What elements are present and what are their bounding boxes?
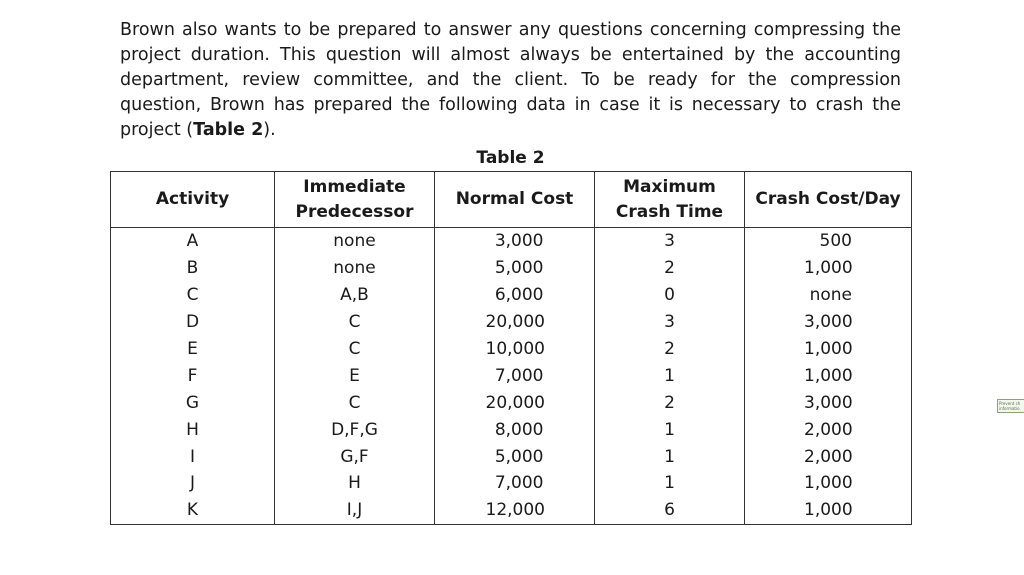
cell-normal-cost-value: 3,000 — [494, 231, 544, 252]
cell-activity: K — [111, 497, 275, 524]
intro-paragraph — [120, 18, 901, 143]
cell-predecessor: D,F,G — [275, 416, 435, 443]
table-row — [111, 389, 912, 416]
cell-normal-cost-value: 20,000 — [485, 392, 545, 413]
cell-crash-cost-value: 3,000 — [804, 312, 853, 333]
header-predecessor-line2: Predecessor — [295, 201, 414, 222]
cell-normal-cost — [435, 416, 595, 443]
table-row — [111, 228, 912, 255]
cell-predecessor: none — [275, 228, 435, 255]
cell-predecessor: C — [275, 389, 435, 416]
cell-crash-time: 3 — [595, 309, 745, 336]
cell-normal-cost-value: 10,000 — [485, 339, 545, 359]
cell-activity: H — [111, 416, 275, 443]
table-row — [111, 416, 912, 443]
side-note — [997, 399, 1024, 413]
side-note-line2: informatio — [999, 406, 1020, 411]
cell-crash-cost — [745, 336, 912, 363]
cell-crash-time: 3 — [595, 228, 745, 255]
table-reference: Table 2 — [193, 120, 264, 140]
cell-predecessor: E — [275, 362, 435, 389]
cell-normal-cost — [435, 470, 595, 497]
cell-crash-cost — [745, 282, 912, 309]
cell-normal-cost — [435, 336, 595, 363]
table-row — [111, 443, 912, 470]
cell-predecessor: A,B — [275, 282, 435, 309]
cell-crash-cost-value: 1,000 — [804, 473, 853, 494]
cell-predecessor: C — [275, 336, 435, 363]
header-predecessor-line1: Immediate — [303, 176, 406, 197]
cell-normal-cost-value: 7,000 — [494, 473, 544, 494]
cell-crash-time: 2 — [595, 336, 745, 363]
cell-crash-time: 6 — [595, 497, 745, 524]
table-body — [111, 228, 912, 525]
table-row — [111, 309, 912, 336]
cell-crash-cost — [745, 443, 912, 470]
cell-crash-time: 2 — [595, 389, 745, 416]
cell-normal-cost — [435, 443, 595, 470]
cell-activity: F — [111, 362, 275, 389]
cell-crash-cost-value: 1,000 — [804, 500, 853, 521]
cell-crash-cost — [745, 309, 912, 336]
cell-crash-cost — [745, 255, 912, 282]
cell-normal-cost — [435, 255, 595, 282]
header-activity: Activity — [111, 172, 275, 228]
header-crash-time-line2: Crash Time — [615, 201, 724, 222]
cell-crash-time: 2 — [595, 255, 745, 282]
table-row — [111, 470, 912, 497]
header-crash-time — [595, 172, 745, 228]
cell-crash-cost-value: 3,000 — [804, 392, 853, 413]
cell-crash-cost — [745, 362, 912, 389]
cell-activity: B — [111, 255, 275, 282]
paragraph-text-after: ). — [263, 120, 276, 140]
header-predecessor — [275, 172, 435, 228]
cell-crash-cost-value: 1,000 — [804, 258, 853, 279]
cell-normal-cost — [435, 228, 595, 255]
cell-activity: C — [111, 282, 275, 309]
table-row — [111, 497, 912, 524]
cell-crash-time: 1 — [595, 443, 745, 470]
cell-activity: G — [111, 389, 275, 416]
cell-crash-cost — [745, 389, 912, 416]
cell-crash-time: 0 — [595, 282, 745, 309]
cell-predecessor: G,F — [275, 443, 435, 470]
cell-normal-cost-value: 12,000 — [485, 500, 545, 521]
cell-normal-cost — [435, 389, 595, 416]
cell-crash-cost-value: 2,000 — [804, 419, 853, 440]
cell-predecessor: C — [275, 309, 435, 336]
cell-activity: A — [111, 228, 275, 255]
cell-crash-time: 1 — [595, 362, 745, 389]
cell-crash-cost-value: 500 — [819, 231, 852, 252]
table-row — [111, 362, 912, 389]
cell-normal-cost-value: 5,000 — [494, 446, 544, 467]
side-note-line1: Prevent ch — [999, 401, 1021, 406]
cell-normal-cost-value: 8,000 — [494, 419, 544, 440]
cell-predecessor: none — [275, 255, 435, 282]
cell-predecessor: I,J — [275, 497, 435, 524]
cell-normal-cost — [435, 362, 595, 389]
cell-normal-cost — [435, 497, 595, 524]
cell-predecessor: H — [275, 470, 435, 497]
header-crash-cost: Crash Cost/Day — [745, 172, 912, 228]
cell-activity: D — [111, 309, 275, 336]
table-header-row — [111, 172, 912, 228]
cell-crash-cost — [745, 497, 912, 524]
cell-activity: E — [111, 336, 275, 363]
table-row — [111, 282, 912, 309]
cell-activity: J — [111, 470, 275, 497]
cell-crash-cost-value: none — [809, 285, 852, 306]
cell-activity: I — [111, 443, 275, 470]
table-caption: Table 2 — [476, 148, 545, 168]
cell-crash-cost — [745, 470, 912, 497]
cell-normal-cost-value: 20,000 — [485, 312, 545, 333]
cell-normal-cost — [435, 282, 595, 309]
cell-normal-cost-value: 5,000 — [494, 258, 544, 279]
header-normal-cost: Normal Cost — [435, 172, 595, 228]
cell-crash-cost-value: 1,000 — [804, 365, 853, 386]
cell-crash-cost-value: 1,000 — [804, 339, 853, 359]
cell-normal-cost-value: 6,000 — [494, 285, 544, 306]
paragraph-text-before: Brown also wants to be prepared to answer any questions concerning compressing the project duration. This question will almost always be entertained by the accounting department, review committee, and the client. To be ready for the compression question, Brown has prepared the following data in case it is necessary to crash the project ( — [120, 20, 901, 140]
header-crash-time-line1: Maximum — [623, 176, 716, 197]
cell-crash-time: 1 — [595, 416, 745, 443]
cell-normal-cost-value: 7,000 — [494, 365, 544, 386]
crash-data-table — [110, 171, 912, 525]
cell-crash-cost-value: 2,000 — [804, 446, 853, 467]
cell-crash-cost — [745, 228, 912, 255]
cell-normal-cost — [435, 309, 595, 336]
table-row — [111, 336, 912, 363]
table-row — [111, 255, 912, 282]
cell-crash-time: 1 — [595, 470, 745, 497]
cell-crash-cost — [745, 416, 912, 443]
